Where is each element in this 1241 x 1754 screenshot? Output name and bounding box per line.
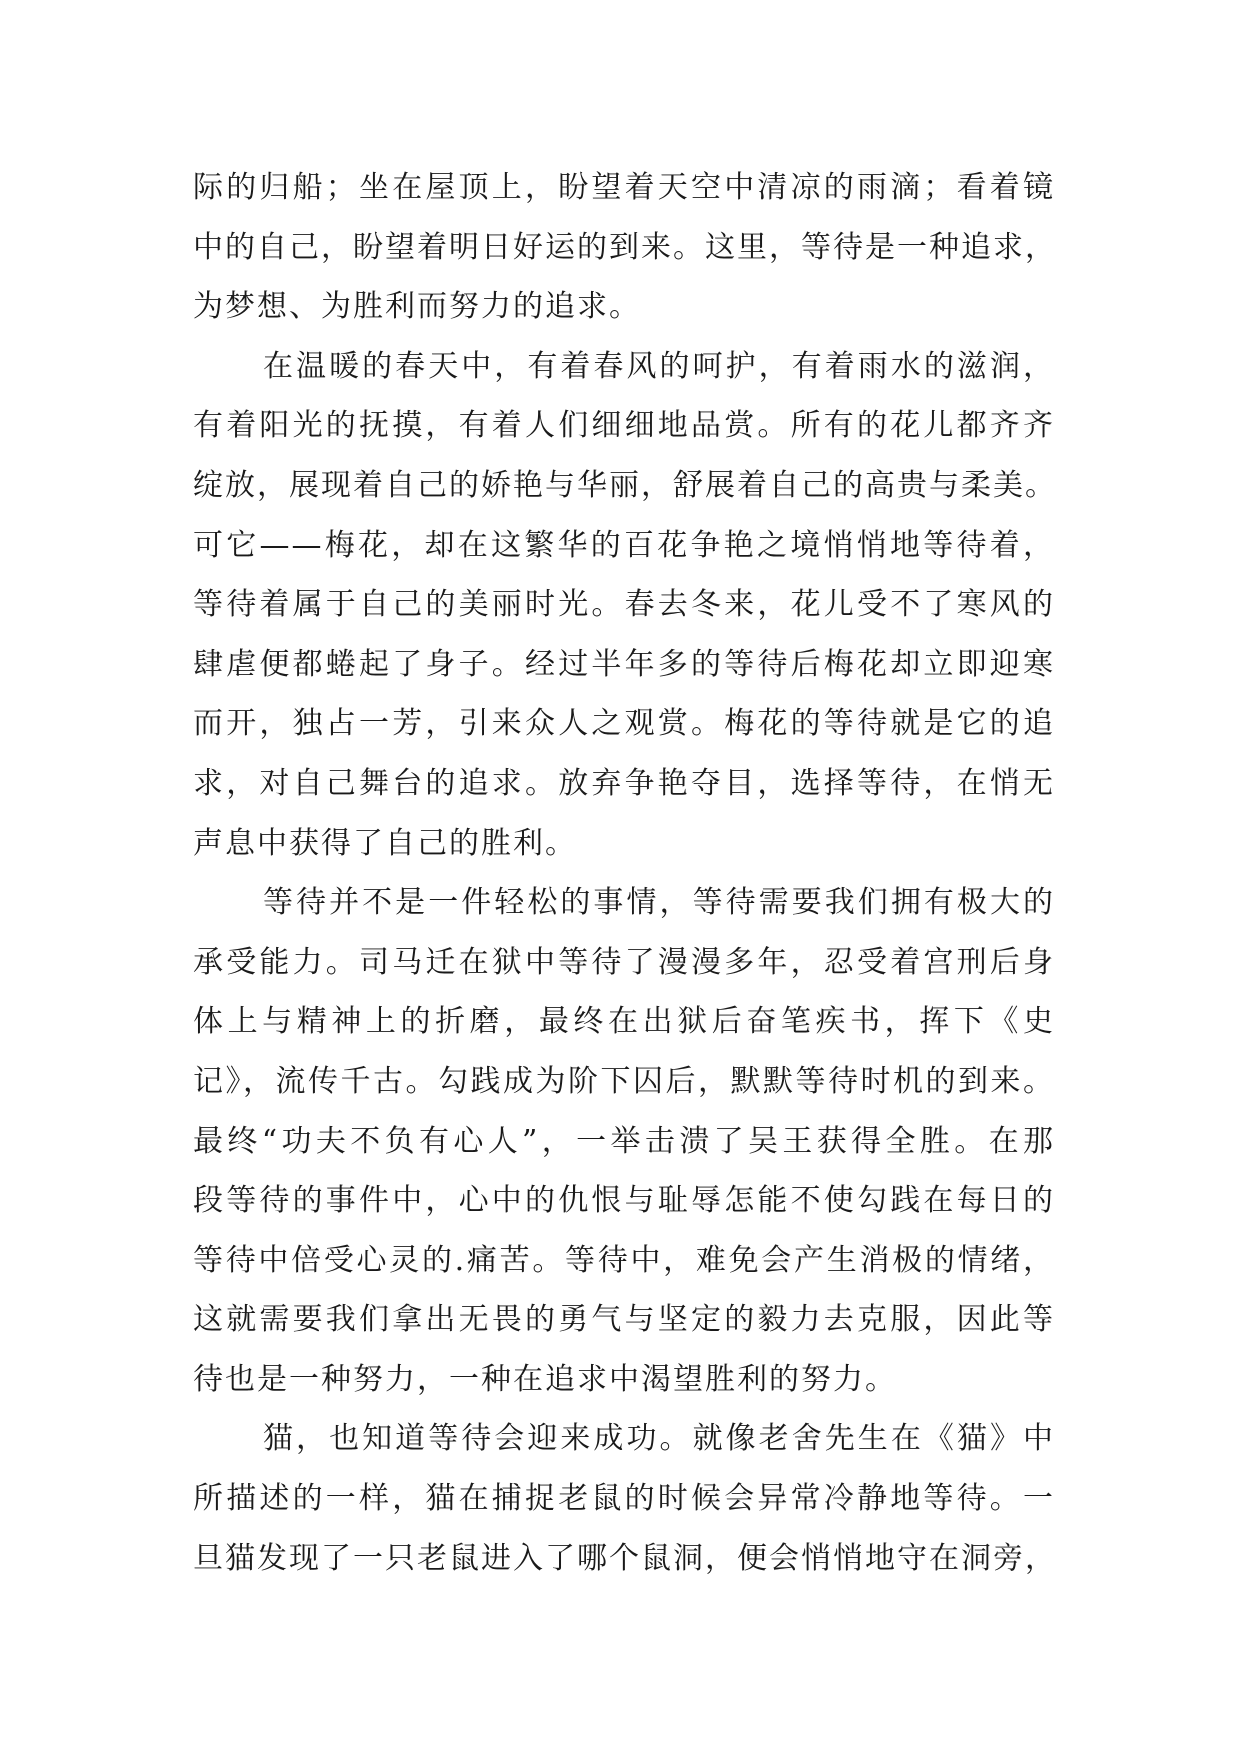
text-line: 为梦想、为胜利而努力的追求。 bbox=[193, 289, 641, 325]
text-line: 声息中获得了自己的胜利。 bbox=[193, 825, 577, 861]
text-line: 际的归船；坐在屋顶上，盼望着天空中清凉的雨滴；看着镜 bbox=[193, 170, 1055, 205]
text-line: 所描述的一样，猫在捕捉老鼠的时候会异常冷静地等待。一 bbox=[193, 1481, 1055, 1517]
text-line: 中的自己，盼望着明日好运的到来。这里，等待是一种追求， bbox=[193, 229, 1057, 265]
text-line: 待也是一种努力，一种在追求中渴望胜利的努力。 bbox=[193, 1361, 897, 1397]
text-line: 在温暖的春天中，有着春风的呵护，有着雨水的滋润， bbox=[263, 348, 1055, 384]
text-line: 段等待的事件中，心中的仇恨与耻辱怎能不使勾践在每日的 bbox=[193, 1183, 1055, 1219]
text-line: 承受能力。司马迁在狱中等待了漫漫多年，忍受着宫刑后身 bbox=[193, 944, 1055, 980]
body-text bbox=[193, 158, 1055, 1588]
text-line: 可它——梅花，却在这繁华的百花争艳之境悄悄地等待着， bbox=[193, 527, 1055, 563]
paragraph-1 bbox=[193, 158, 1055, 337]
text-line: 肆虐便都蜷起了身子。经过半年多的等待后梅花却立即迎寒 bbox=[193, 646, 1055, 682]
text-line: 等待中倍受心灵的.痛苦。等待中，难免会产生消极的情绪， bbox=[193, 1242, 1055, 1278]
text-line: 体上与精神上的折磨，最终在出狱后奋笔疾书，挥下《史 bbox=[193, 1004, 1055, 1040]
paragraph-4 bbox=[193, 1409, 1055, 1588]
text-line: 等待并不是一件轻松的事情，等待需要我们拥有极大的 bbox=[263, 885, 1055, 921]
text-line: 求，对自己舞台的追求。放弃争艳夺目，选择等待，在悄无 bbox=[193, 765, 1055, 801]
text-line: 旦猫发现了一只老鼠进入了哪个鼠洞，便会悄悄地守在洞旁， bbox=[193, 1540, 1057, 1576]
text-line: 而开，独占一芳，引来众人之观赏。梅花的等待就是它的追 bbox=[193, 706, 1055, 742]
text-line: 绽放，展现着自己的娇艳与华丽，舒展着自己的高贵与柔美。 bbox=[193, 467, 1057, 503]
text-line: 有着阳光的抚摸，有着人们细细地品赏。所有的花儿都齐齐 bbox=[193, 408, 1055, 444]
text-line: 这就需要我们拿出无畏的勇气与坚定的毅力去克服，因此等 bbox=[193, 1302, 1055, 1338]
text-line: 记》，流传千古。勾践成为阶下囚后，默默等待时机的到来。 bbox=[193, 1063, 1055, 1099]
text-line: 最终“功夫不负有心人”，一举击溃了吴王获得全胜。在那 bbox=[193, 1123, 1055, 1159]
text-line: 猫，也知道等待会迎来成功。就像老舍先生在《猫》中 bbox=[263, 1421, 1055, 1457]
paragraph-2 bbox=[193, 337, 1055, 873]
paragraph-3 bbox=[193, 873, 1055, 1409]
text-line: 等待着属于自己的美丽时光。春去冬来，花儿受不了寒风的 bbox=[193, 587, 1055, 623]
